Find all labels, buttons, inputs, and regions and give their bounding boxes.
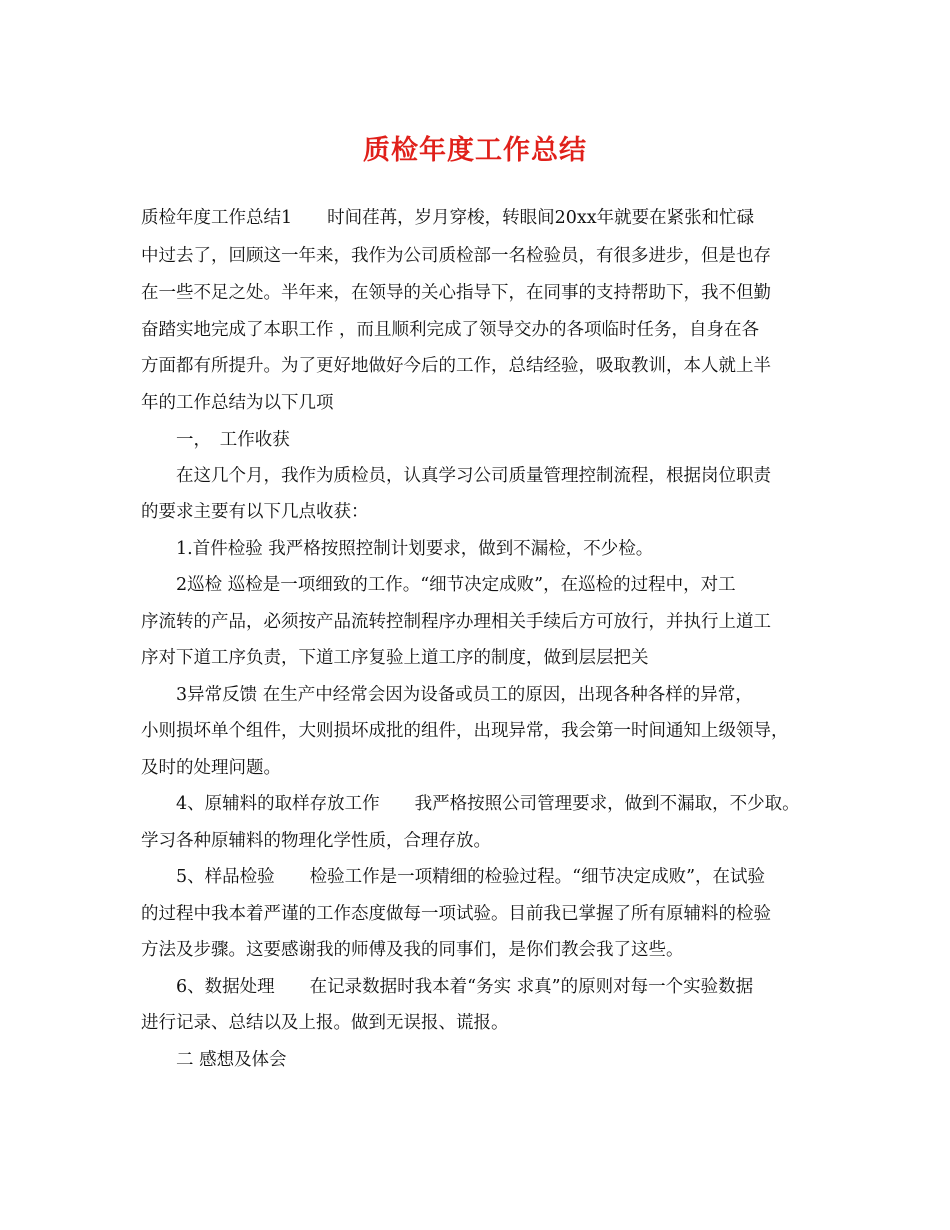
- document-title: 质检年度工作总结: [363, 135, 587, 166]
- paragraph-line: 序对下道工序负责，下道工序复验上道工序的制度，做到层层把关: [141, 648, 649, 668]
- paragraph-line: 的过程中我本着严谨的工作态度做每一项试验。目前我已掌握了所有原辅料的检验: [141, 904, 771, 924]
- section-heading: 二 感想及体会: [176, 1050, 287, 1070]
- list-item: 5、样品检验 检验工作是一项精细的检验过程。“细节决定成败”，在试验: [176, 867, 766, 887]
- list-item: 3异常反馈 在生产中经常会因为设备或员工的原因，出现各种各样的异常，: [176, 685, 753, 705]
- list-item: 1.首件检验 我严格按照控制计划要求，做到不漏检，不少检。: [176, 539, 654, 559]
- list-item: 6、数据处理 在记录数据时我本着“务实 求真”的原则对每一个实验数据: [176, 977, 754, 997]
- list-item: 4、原辅料的取样存放工作 我严格按照公司管理要求，做到不漏取，不少取。: [176, 794, 800, 814]
- paragraph-line: 小则损坏单个组件，大则损坏成批的组件，出现异常，我会第一时间通知上级领导，: [141, 721, 789, 741]
- paragraph-line: 方法及步骤。这要感谢我的师傅及我的同事们，是你们教会我了这些。: [141, 940, 684, 960]
- paragraph-line: 学习各种原辅料的物理化学性质，合理存放。: [141, 831, 491, 851]
- paragraph-line: 的要求主要有以下几点收获：: [141, 502, 369, 522]
- list-item: 2巡检 巡检是一项细致的工作。“细节决定成败”，在巡检的过程中，对工: [176, 575, 736, 595]
- paragraph-line: 进行记录、总结以及上报。做到无误报、谎报。: [141, 1013, 509, 1033]
- paragraph-line: 及时的处理问题。: [141, 758, 281, 778]
- paragraph-line: 在这几个月，我作为质检员，认真学习公司质量管理控制流程，根据岗位职责: [176, 466, 771, 486]
- paragraph-line: 序流转的产品，必须按产品流转控制程序办理相关手续后方可放行，并执行上道工: [141, 612, 771, 632]
- paragraph-line: 在一些不足之处。半年来，在领导的关心指导下，在同事的支持帮助下，我不但勤: [141, 283, 771, 303]
- paragraph-line: 方面都有所提升。为了更好地做好今后的工作，总结经验，吸取教训，本人就上半: [141, 356, 771, 376]
- paragraph-line: 中过去了，回顾这一年来，我作为公司质检部一名检验员，有很多进步，但是也存: [141, 246, 771, 266]
- paragraph-line: 年的工作总结为以下几项: [141, 393, 334, 413]
- paragraph-line: 奋踏实地完成了本职工作 ，而且顺利完成了领导交办的各项临时任务，自身在各: [141, 320, 760, 340]
- section-heading: 一， 工作收获: [176, 430, 290, 450]
- paragraph-line: 质检年度工作总结1 时间荏苒，岁月穿梭，转眼间20xx年就要在紧张和忙碌: [141, 208, 755, 228]
